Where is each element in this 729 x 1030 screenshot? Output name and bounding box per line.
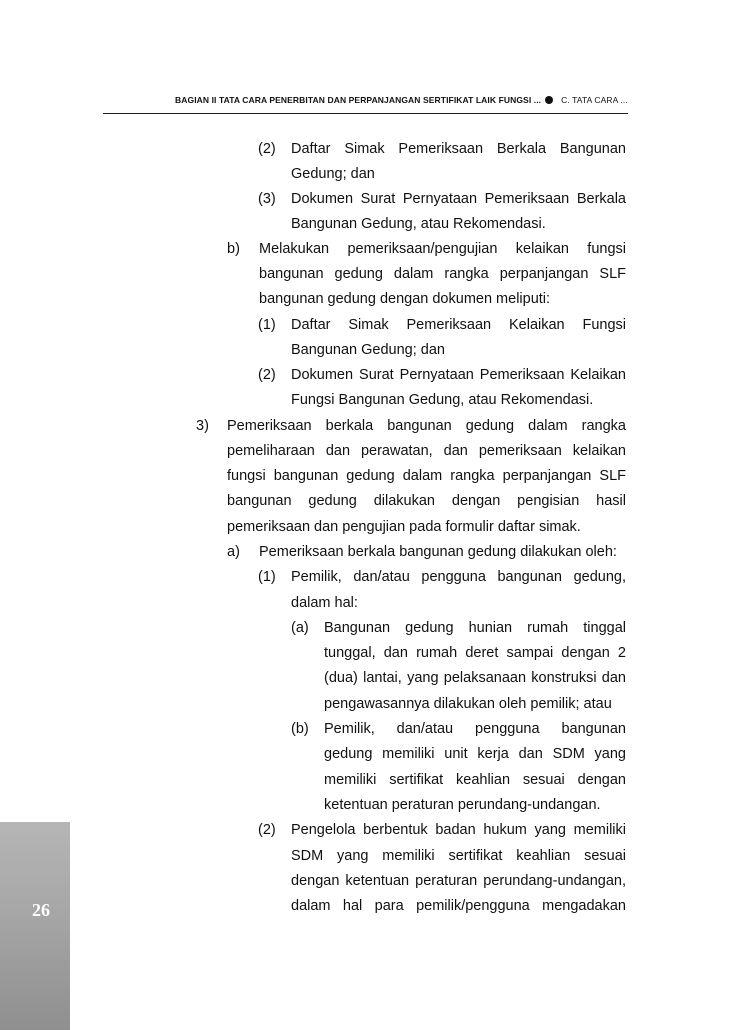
text-line: bangunan gedung dilakukan dengan pengisian hasil	[227, 493, 626, 509]
text-line: Pemilik, dan/atau pengguna bangunan	[324, 721, 626, 737]
text-line: bangunan gedung dalam rangka perpanjangan SLF	[259, 266, 626, 282]
page-number-tab	[0, 822, 70, 1030]
text-line: Pemeriksaan berkala bangunan gedung dalam rangka	[227, 418, 626, 434]
text-line: Bangunan gedung hunian rumah tinggal	[324, 620, 626, 636]
text-line: pengawasannya dilakukan oleh pemilik; atau	[324, 696, 612, 712]
text-line: Pemeriksaan berkala bangunan gedung dilakukan oleh:	[259, 544, 617, 560]
list-marker: (2)	[258, 822, 276, 838]
list-marker: (b)	[291, 721, 309, 737]
text-line: Pengelola berbentuk badan hukum yang memiliki	[291, 822, 626, 838]
list-marker: b)	[227, 241, 240, 257]
text-line: gedung memiliki unit kerja dan SDM yang	[324, 746, 626, 762]
text-line: ketentuan peraturan perundang-undangan.	[324, 797, 601, 813]
text-line: Fungsi Bangunan Gedung, atau Rekomendasi.	[291, 392, 594, 408]
running-header	[175, 95, 635, 105]
list-marker: 3)	[196, 418, 209, 434]
text-line: bangunan gedung dengan dokumen meliputi:	[259, 291, 551, 307]
list-marker: (a)	[291, 620, 309, 636]
list-marker: (1)	[258, 569, 276, 585]
text-line: dalam hal:	[291, 595, 358, 611]
text-line: Daftar Simak Pemeriksaan Berkala Bangunan	[291, 141, 626, 157]
header-chapter-title: BAGIAN II TATA CARA PENERBITAN DAN PERPANJANGAN SERTIFIKAT LAIK FUNGSI ...	[175, 95, 542, 105]
text-line: dengan ketentuan peraturan perundang-undangan,	[291, 873, 626, 889]
list-marker: (1)	[258, 317, 276, 333]
text-line: pemeliharaan dan perawatan, dan pemeriksaan kelaikan	[227, 443, 626, 459]
list-marker: a)	[227, 544, 240, 560]
text-line: pemeriksaan dan pengujian pada formulir daftar simak.	[227, 519, 581, 535]
text-line: Gedung; dan	[291, 166, 375, 182]
header-section-title: C. TATA CARA ...	[561, 95, 628, 105]
text-line: Pemilik, dan/atau pengguna bangunan gedung,	[291, 569, 626, 585]
text-line: fungsi bangunan gedung dalam rangka perpanjangan SLF	[227, 468, 626, 484]
header-rule	[103, 113, 628, 114]
text-line: Melakukan pemeriksaan/pengujian kelaikan fungsi	[259, 241, 626, 257]
text-line: Daftar Simak Pemeriksaan Kelaikan Fungsi	[291, 317, 626, 333]
list-marker: (2)	[258, 367, 276, 383]
page-number: 26	[32, 900, 50, 920]
text-line: dalam hal para pemilik/pengguna mengadakan	[291, 898, 626, 914]
text-line: Bangunan Gedung; dan	[291, 342, 445, 358]
text-line: (dua) lantai, yang pelaksanaan konstruksi dan	[324, 670, 626, 686]
text-line: tunggal, dan rumah deret sampai dengan 2	[324, 645, 626, 661]
list-marker: (3)	[258, 191, 276, 207]
text-line: memiliki sertifikat keahlian sesuai dengan	[324, 772, 626, 788]
text-line: Bangunan Gedung, atau Rekomendasi.	[291, 216, 546, 232]
bullet-icon	[545, 96, 553, 104]
list-marker: (2)	[258, 141, 276, 157]
text-line: SDM yang memiliki sertifikat keahlian sesuai	[291, 848, 626, 864]
text-line: Dokumen Surat Pernyataan Pemeriksaan Kelaikan	[291, 367, 626, 383]
text-line: Dokumen Surat Pernyataan Pemeriksaan Berkala	[291, 191, 626, 207]
